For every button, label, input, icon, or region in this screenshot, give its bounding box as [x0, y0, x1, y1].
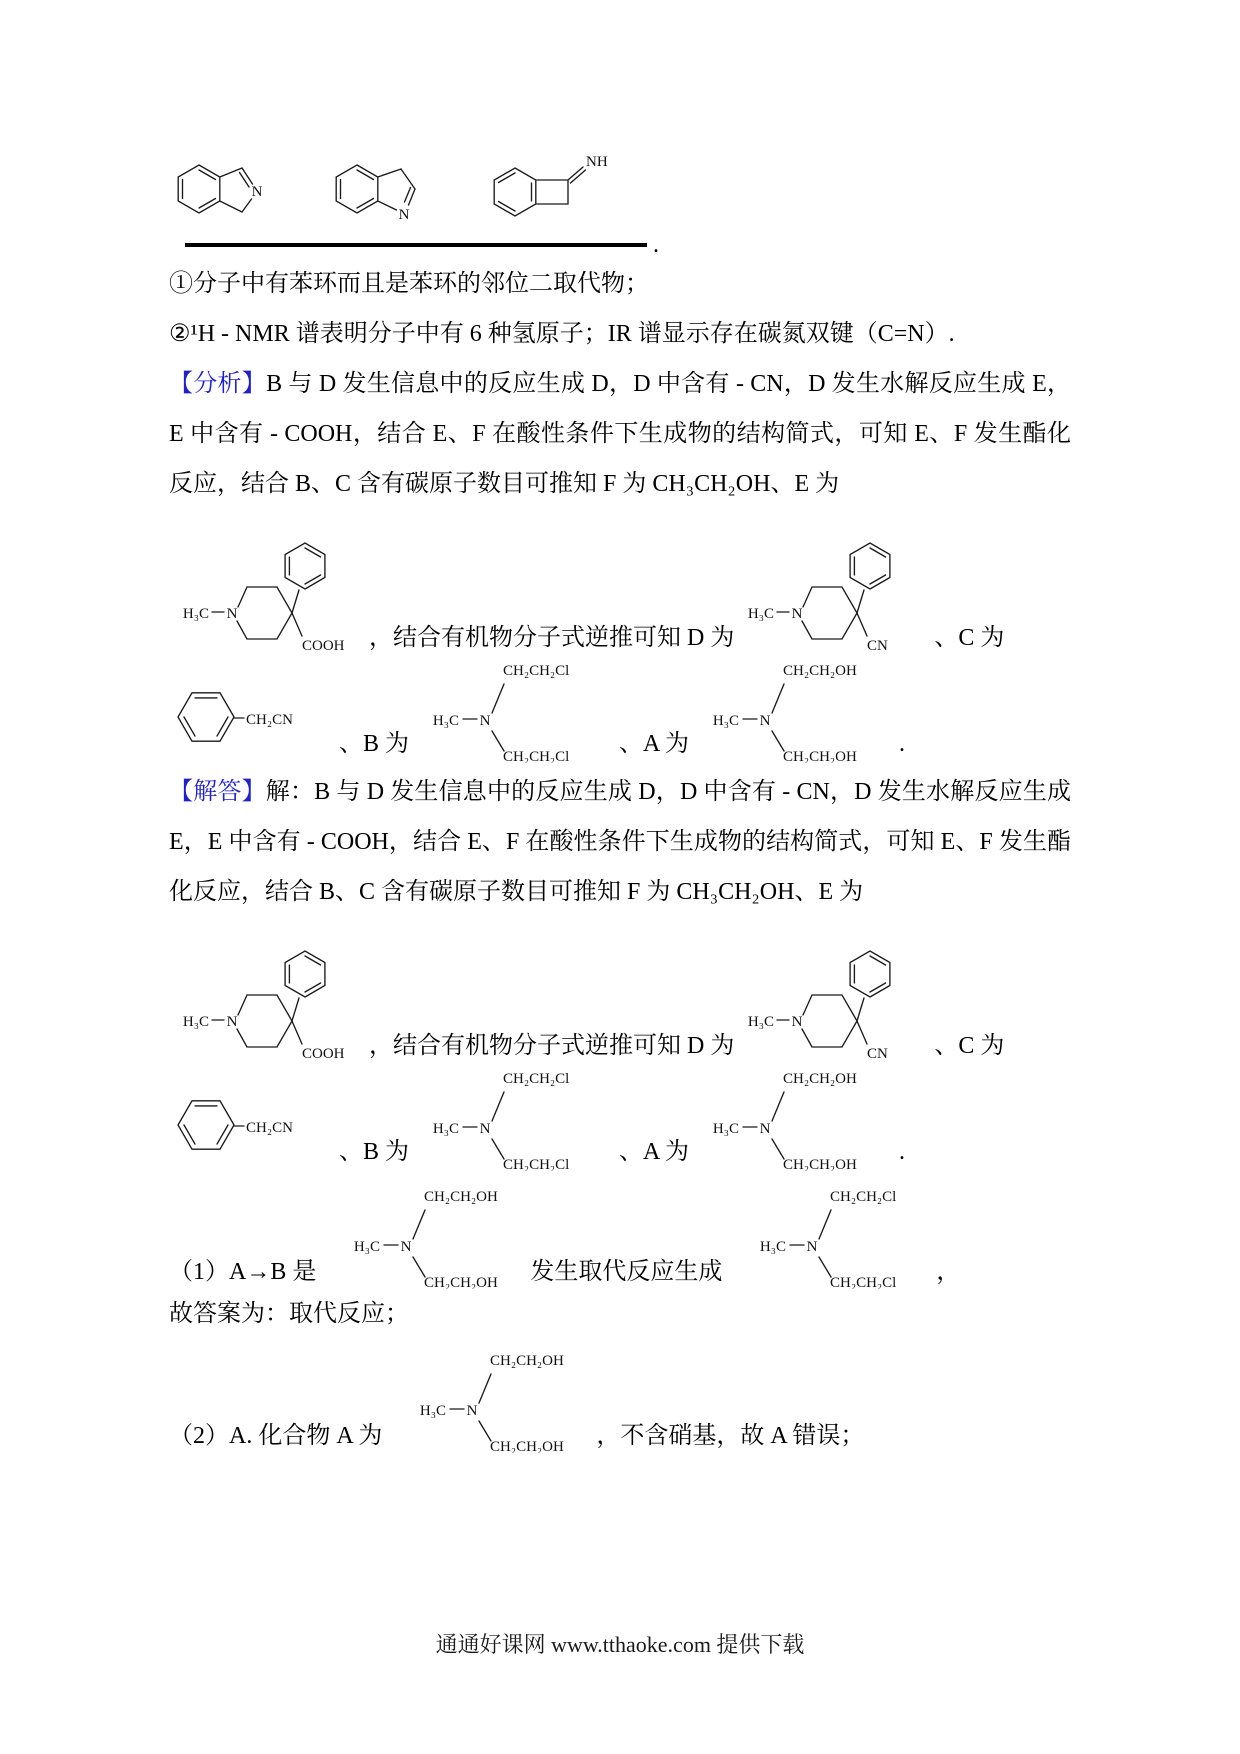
cn-bond: [857, 613, 867, 636]
nitrogen-atom-label: N: [479, 713, 491, 729]
methyl-label: H₃C: [420, 1403, 447, 1419]
part1-mid-text: 发生取代反应生成: [530, 1259, 723, 1285]
methyl-label: H₃C: [354, 1239, 381, 1255]
methyl-label: H₃C: [760, 1239, 787, 1255]
nitrogen-atom-label: N: [791, 606, 803, 622]
hydroxyethyl-chain-label-bottom: CH₂CH₂OH: [490, 1439, 565, 1453]
answer-structures-e-d: [169, 917, 1071, 1065]
structure-indole-like: [327, 138, 427, 234]
chloroethyl-chain-label-bottom: CH₂CH₂Cl: [830, 1275, 897, 1289]
site-footer: 通通好课网 www.tthaoke.com 提供下载: [435, 1632, 805, 1657]
benzene-ring-bonds: [336, 165, 378, 213]
methyl-label: H₃C: [182, 606, 209, 622]
benzene-ring-bonds: [178, 693, 234, 741]
structure-methylphenylpiperidine-cooh: [169, 509, 359, 657]
benzene-ring-bonds: [494, 168, 536, 216]
hydroxyethyl-chain-label-top: CH₂CH₂OH: [490, 1353, 565, 1369]
structure-methyldiethanolamine: [396, 1349, 596, 1453]
methyl-label: H₃C: [432, 713, 460, 729]
structure-methylphenylpiperidine-cn: [734, 917, 924, 1065]
nitrogen-atom-label: N: [400, 1239, 412, 1255]
upper-branch-bond: [479, 1374, 491, 1403]
hydroxyethyl-chain-label-top: CH₂CH₂OH: [783, 663, 857, 679]
cn-label: CN: [867, 1046, 889, 1062]
nitrogen-atom-label: N: [398, 207, 410, 223]
chloroethyl-chain-label-top: CH₂CH₂Cl: [503, 1071, 570, 1087]
five-ring-bonds: [220, 168, 253, 212]
analysis-paragraph: [169, 359, 1071, 509]
part2-lead-text: （2）A. 化合物 A 为: [169, 1423, 383, 1449]
structure-methylphenylpiperidine-cn: [734, 509, 924, 657]
nitrogen-atom-label: N: [479, 1121, 491, 1137]
chloroethyl-chain-label-top: CH₂CH₂Cl: [830, 1189, 897, 1205]
document-content: [169, 0, 1071, 1453]
methyl-label: H₃C: [748, 1014, 775, 1030]
analysis-d-text: ，结合有机物分子式逆推可知 D 为: [369, 625, 735, 651]
ch2cn-label: CH₂CN: [246, 1120, 293, 1136]
answer-a-text: 、A 为: [619, 1139, 690, 1165]
structure-benzyl-cyanide: [169, 1075, 329, 1167]
hydroxyethyl-chain-label-bottom: CH₂CH₂OH: [783, 749, 857, 763]
structure-methyldiethanolamine: [689, 659, 889, 763]
lower-branch-bond: [772, 1139, 784, 1159]
part1-lead-text: （1）A→B 是: [169, 1259, 317, 1285]
five-ring-bonds: [378, 169, 415, 210]
structure-methyldiethanolamine: [330, 1185, 530, 1289]
condition-2-text: ②¹H - NMR 谱表明分子中有 6 种氢原子；IR 谱显示存在碳氮双键（C=N）.: [169, 321, 955, 347]
cooh-label: COOH: [302, 1046, 345, 1062]
cn-label: CN: [867, 638, 889, 654]
nitrogen-atom-label: N: [466, 1403, 478, 1419]
chloroethyl-chain-label-bottom: CH₂CH₂Cl: [503, 749, 570, 763]
part1-row: [169, 1185, 1071, 1289]
structure-methylphenylpiperidine-cooh: [169, 917, 359, 1065]
ch2cn-label: CH₂CN: [246, 712, 293, 728]
answer-d-text: ，结合有机物分子式逆推可知 D 为: [369, 1033, 735, 1059]
structure-methylbis-chloroethyl-amine: [409, 659, 609, 763]
upper-branch-bond: [819, 1210, 831, 1239]
piperidine-ring-bonds: [802, 587, 857, 639]
analysis-structures-c-b-a: [169, 659, 1071, 763]
phenyl-ring-bonds: [850, 951, 890, 1021]
part1-conclusion-text: 故答案为：取代反应；: [169, 1301, 409, 1327]
methyl-label: H₃C: [432, 1121, 460, 1137]
upper-branch-bond: [772, 1092, 784, 1121]
hydroxyethyl-chain-label-top: CH₂CH₂OH: [424, 1189, 499, 1205]
phenyl-ring-bonds: [850, 543, 890, 613]
structure-isoindole: [169, 138, 269, 234]
phenyl-ring-bonds: [285, 951, 325, 1021]
cooh-bond: [292, 1021, 302, 1044]
hydroxyethyl-chain-label-top: CH₂CH₂OH: [783, 1071, 857, 1087]
phenyl-ring-bonds: [285, 543, 325, 613]
structure-benzocyclobutene-imine: [485, 138, 612, 234]
answer-blank-row: [169, 232, 1071, 258]
nitrogen-atom-label: N: [806, 1239, 818, 1255]
piperidine-ring-bonds: [802, 995, 857, 1047]
analysis-body: B 与 D 发生信息中的反应生成 D，D 中含有 - CN，D 发生水解反应生成 E，E 中含有 - COOH，结合 E、F 在酸性条件下生成物的结构简式，可知 E、F 发生酯化反应，结合 B、C 含有碳原子数目可推知 F 为 CH₃CH₂OH、E 为: [169, 371, 1072, 497]
upper-branch-bond: [772, 684, 784, 713]
nitrogen-atom-label: N: [226, 606, 238, 622]
nitrogen-atom-label: N: [759, 713, 771, 729]
hydroxyethyl-chain-label-bottom: CH₂CH₂OH: [424, 1275, 499, 1289]
period-mark: .: [653, 232, 659, 258]
benzene-ring-bonds: [178, 1101, 234, 1149]
cyclobutene-ring-bonds: [536, 167, 586, 204]
part2-tail-text: ，不含硝基，故 A 错误；: [596, 1423, 865, 1449]
chloroethyl-chain-label-bottom: CH₂CH₂Cl: [503, 1157, 570, 1171]
analysis-c-text: 、C 为: [934, 625, 1005, 651]
candidate-structures-row: [169, 138, 1071, 234]
cn-bond: [857, 1021, 867, 1044]
imine-nh-label: NH: [586, 154, 608, 170]
answer-end-period: .: [899, 1139, 906, 1165]
lower-branch-bond: [819, 1257, 831, 1277]
methyl-label: H₃C: [712, 1121, 740, 1137]
methyl-label: H₃C: [712, 713, 740, 729]
structure-methyldiethanolamine: [689, 1067, 889, 1171]
cooh-label: COOH: [302, 638, 345, 654]
analysis-a-text: 、A 为: [619, 731, 690, 757]
methyl-label: H₃C: [748, 606, 775, 622]
nitrogen-atom-label: N: [226, 1014, 238, 1030]
structure-methylbis-chloroethyl-amine: [409, 1067, 609, 1171]
structure-methylbis-chloroethyl-amine: [736, 1185, 936, 1289]
answer-paragraph: [169, 767, 1071, 917]
answer-structures-c-b-a: [169, 1067, 1071, 1171]
answer-body: 解：B 与 D 发生信息中的反应生成 D，D 中含有 - CN，D 发生水解反应生成 E，E 中含有 - COOH，结合 E、F 在酸性条件下生成物的结构简式，可知 E、F 发生酯化反应，结合 B、C 含有碳原子数目可推知 F 为 CH₃CH₂OH、E 为: [169, 779, 1072, 905]
cooh-bond: [292, 613, 302, 636]
answer-blank-line: [185, 243, 647, 247]
part1-comma: ，: [936, 1259, 961, 1285]
lower-branch-bond: [772, 731, 784, 751]
lower-branch-bond: [479, 1421, 491, 1441]
analysis-end-period: .: [899, 731, 906, 757]
answer-b-text: 、B 为: [339, 1139, 410, 1165]
chloroethyl-chain-label-top: CH₂CH₂Cl: [503, 663, 570, 679]
answer-tag: 【解答】: [169, 779, 266, 805]
nitrogen-atom-label: N: [251, 184, 263, 200]
upper-branch-bond: [492, 1092, 504, 1121]
analysis-structures-e-d: [169, 509, 1071, 657]
benzene-ring-bonds: [178, 165, 220, 213]
condition-1-text: ①分子中有苯环而且是苯环的邻位二取代物；: [169, 271, 649, 297]
nitrogen-atom-label: N: [759, 1121, 771, 1137]
piperidine-ring-bonds: [237, 995, 292, 1047]
hydroxyethyl-chain-label-bottom: CH₂CH₂OH: [783, 1157, 857, 1171]
analysis-tag: 【分析】: [169, 371, 267, 397]
lower-branch-bond: [492, 1139, 504, 1159]
part2-row: [169, 1349, 1071, 1453]
structure-benzyl-cyanide: [169, 667, 329, 759]
upper-branch-bond: [413, 1210, 425, 1239]
analysis-b-text: 、B 为: [339, 731, 410, 757]
upper-branch-bond: [492, 684, 504, 713]
answer-c-text: 、C 为: [934, 1033, 1005, 1059]
piperidine-ring-bonds: [237, 587, 292, 639]
lower-branch-bond: [492, 731, 504, 751]
lower-branch-bond: [413, 1257, 425, 1277]
methyl-label: H₃C: [182, 1014, 209, 1030]
nitrogen-atom-label: N: [791, 1014, 803, 1030]
